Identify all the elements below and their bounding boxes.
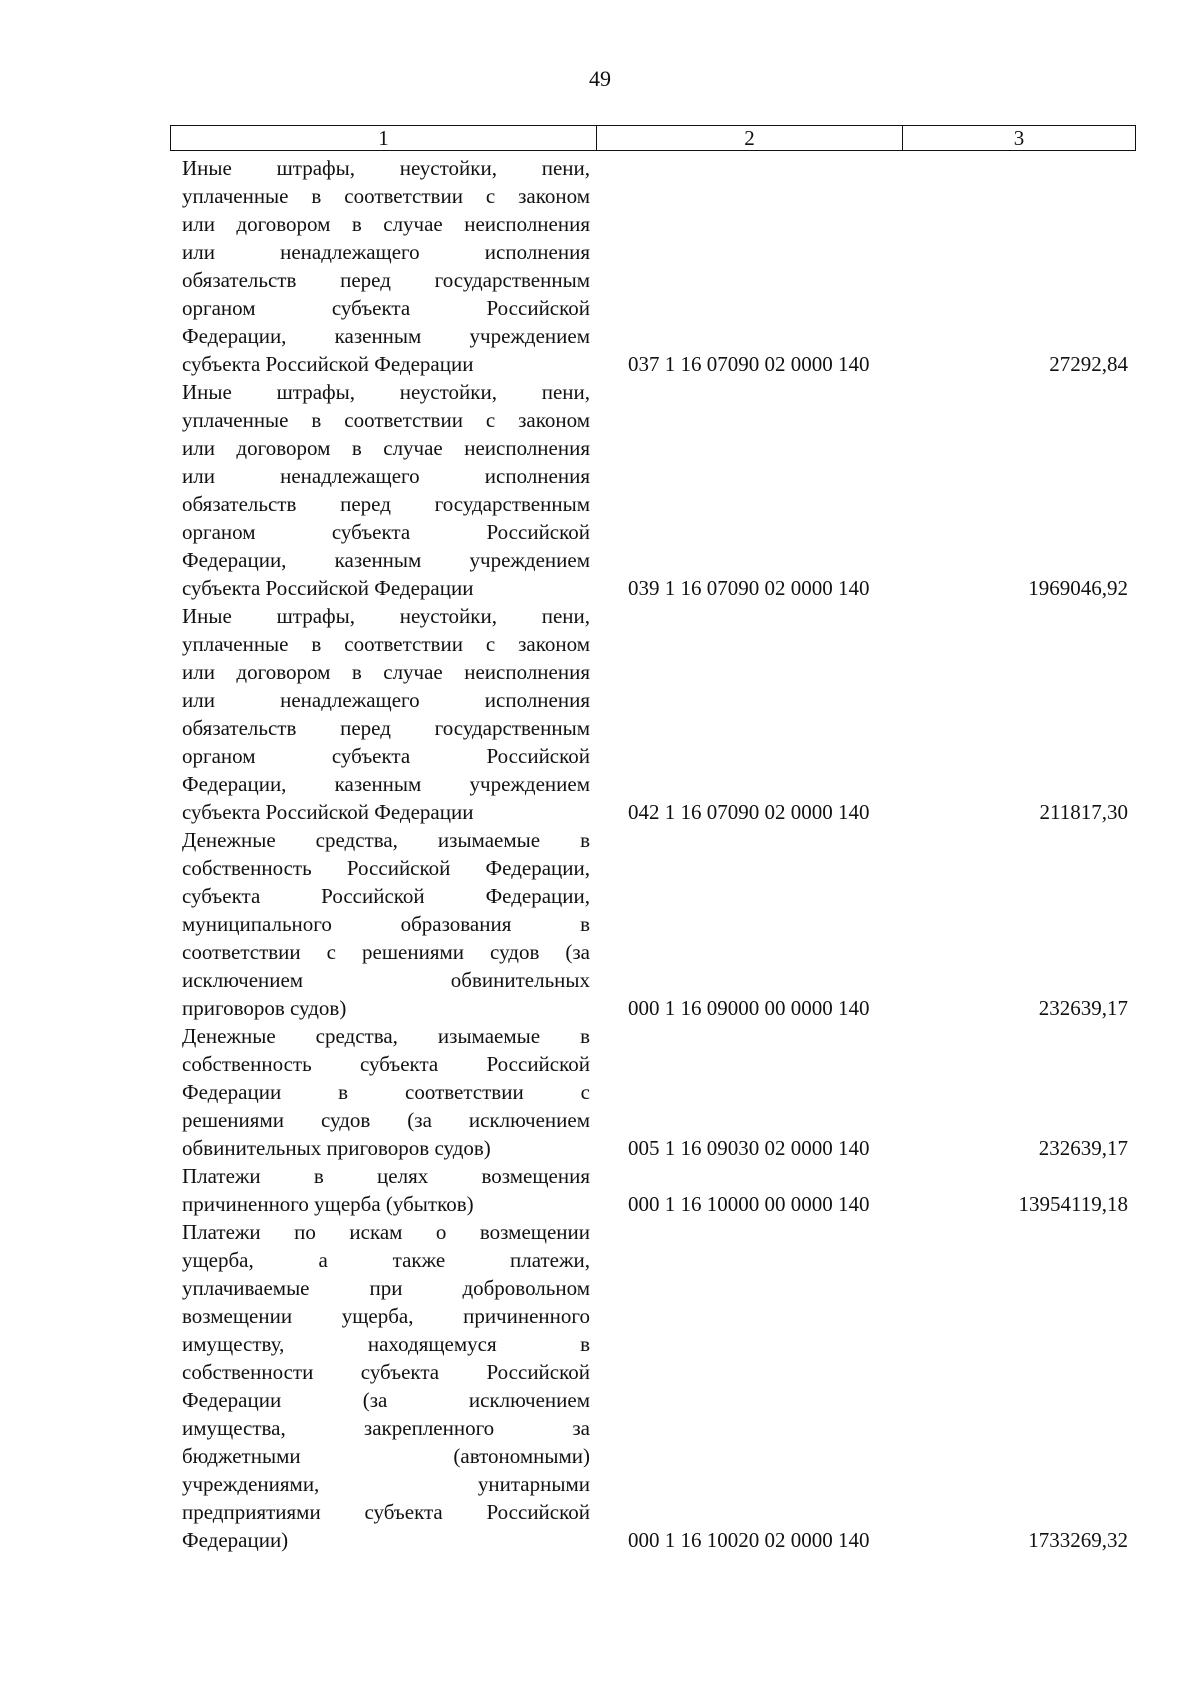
table-row <box>170 1218 1136 1554</box>
description-line: обвинительных приговоров судов) <box>182 1136 491 1160</box>
row-description <box>170 154 590 378</box>
budget-code: 000 1 16 09000 00 0000 140 <box>628 996 870 1020</box>
description-line: субъекта Российской Федерации, <box>182 884 590 908</box>
column-header-1: 1 <box>171 126 597 150</box>
description-line: обязательств перед государственным <box>182 716 590 740</box>
table-row <box>170 1022 1136 1162</box>
row-description <box>170 378 590 602</box>
description-line: собственность субъекта Российской <box>182 1052 590 1076</box>
description-line: Федерации в соответствии с <box>182 1080 590 1104</box>
description-line: муниципального образования в <box>182 912 590 936</box>
amount: 232639,17 <box>1038 1136 1128 1160</box>
description-line: бюджетными (автономными) <box>182 1444 590 1468</box>
budget-code: 042 1 16 07090 02 0000 140 <box>628 800 870 824</box>
description-line: Федерации, казенным учреждением <box>182 324 590 348</box>
description-line: соответствии с решениями судов (за <box>182 940 590 964</box>
row-description <box>170 1162 590 1218</box>
description-line: Платежи по искам о возмещении <box>182 1220 590 1244</box>
description-line: обязательств перед государственным <box>182 492 590 516</box>
amount: 232639,17 <box>1038 996 1128 1020</box>
description-line: Платежи в целях возмещения <box>182 1164 590 1188</box>
description-line: Федерации, казенным учреждением <box>182 772 590 796</box>
amount: 1733269,32 <box>1028 1528 1128 1552</box>
amount: 1969046,92 <box>1028 576 1128 600</box>
budget-code: 039 1 16 07090 02 0000 140 <box>628 576 870 600</box>
description-line: или ненадлежащего исполнения <box>182 240 590 264</box>
description-line: Федерации (за исключением <box>182 1388 590 1412</box>
description-line: Федерации) <box>182 1528 289 1552</box>
description-line: ущерба, а также платежи, <box>182 1248 590 1272</box>
table-row <box>170 378 1136 602</box>
table-body <box>170 154 1136 1554</box>
description-line: предприятиями субъекта Российской <box>182 1500 590 1524</box>
description-line: причиненного ущерба (убытков) <box>182 1192 474 1216</box>
table-row <box>170 1162 1136 1218</box>
description-line: или договором в случае неисполнения <box>182 660 590 684</box>
column-header-3: 3 <box>1013 126 1025 150</box>
description-line: или договором в случае неисполнения <box>182 212 590 236</box>
description-line: Иные штрафы, неустойки, пени, <box>182 380 590 404</box>
page-number: 49 <box>589 66 611 91</box>
table-row <box>170 602 1136 826</box>
table-header <box>170 125 1136 151</box>
table-row <box>170 154 1136 378</box>
description-line: или ненадлежащего исполнения <box>182 464 590 488</box>
description-line: органом субъекта Российской <box>182 296 590 320</box>
description-line: Иные штрафы, неустойки, пени, <box>182 156 590 180</box>
description-line: субъекта Российской Федерации <box>182 800 474 824</box>
description-line: собственности субъекта Российской <box>182 1360 590 1384</box>
budget-code: 000 1 16 10000 00 0000 140 <box>628 1192 870 1216</box>
row-description <box>170 1218 590 1554</box>
description-line: имущества, закрепленного за <box>182 1416 590 1440</box>
description-line: органом субъекта Российской <box>182 520 590 544</box>
table-row <box>170 826 1136 1022</box>
description-line: Иные штрафы, неустойки, пени, <box>182 604 590 628</box>
description-line: собственность Российской Федерации, <box>182 856 590 880</box>
description-line: или договором в случае неисполнения <box>182 436 590 460</box>
budget-code: 000 1 16 10020 02 0000 140 <box>628 1528 870 1552</box>
description-line: уплачиваемые при добровольном <box>182 1276 590 1300</box>
description-line: обязательств перед государственным <box>182 268 590 292</box>
row-description <box>170 602 590 826</box>
description-line: субъекта Российской Федерации <box>182 576 474 600</box>
description-line: Федерации, казенным учреждением <box>182 548 590 572</box>
row-description <box>170 826 590 1022</box>
description-line: или ненадлежащего исполнения <box>182 688 590 712</box>
description-line: имуществу, находящемуся в <box>182 1332 590 1356</box>
description-line: решениями судов (за исключением <box>182 1108 590 1132</box>
description-line: органом субъекта Российской <box>182 744 590 768</box>
amount: 211817,30 <box>1039 800 1128 824</box>
amount: 13954119,18 <box>1018 1192 1128 1216</box>
description-line: уплаченные в соответствии с законом <box>182 632 590 656</box>
column-header-2: 2 <box>597 126 903 150</box>
budget-code: 005 1 16 09030 02 0000 140 <box>628 1136 870 1160</box>
budget-code: 037 1 16 07090 02 0000 140 <box>628 352 870 376</box>
row-description <box>170 1022 590 1162</box>
description-line: субъекта Российской Федерации <box>182 352 474 376</box>
description-line: уплаченные в соответствии с законом <box>182 408 590 432</box>
description-line: учреждениями, унитарными <box>182 1472 590 1496</box>
description-line: уплаченные в соответствии с законом <box>182 184 590 208</box>
description-line: Денежные средства, изымаемые в <box>182 828 590 852</box>
description-line: приговоров судов) <box>182 996 347 1020</box>
amount: 27292,84 <box>1049 352 1128 376</box>
description-line: исключением обвинительных <box>182 968 590 992</box>
description-line: возмещении ущерба, причиненного <box>182 1304 590 1328</box>
description-line: Денежные средства, изымаемые в <box>182 1024 590 1048</box>
